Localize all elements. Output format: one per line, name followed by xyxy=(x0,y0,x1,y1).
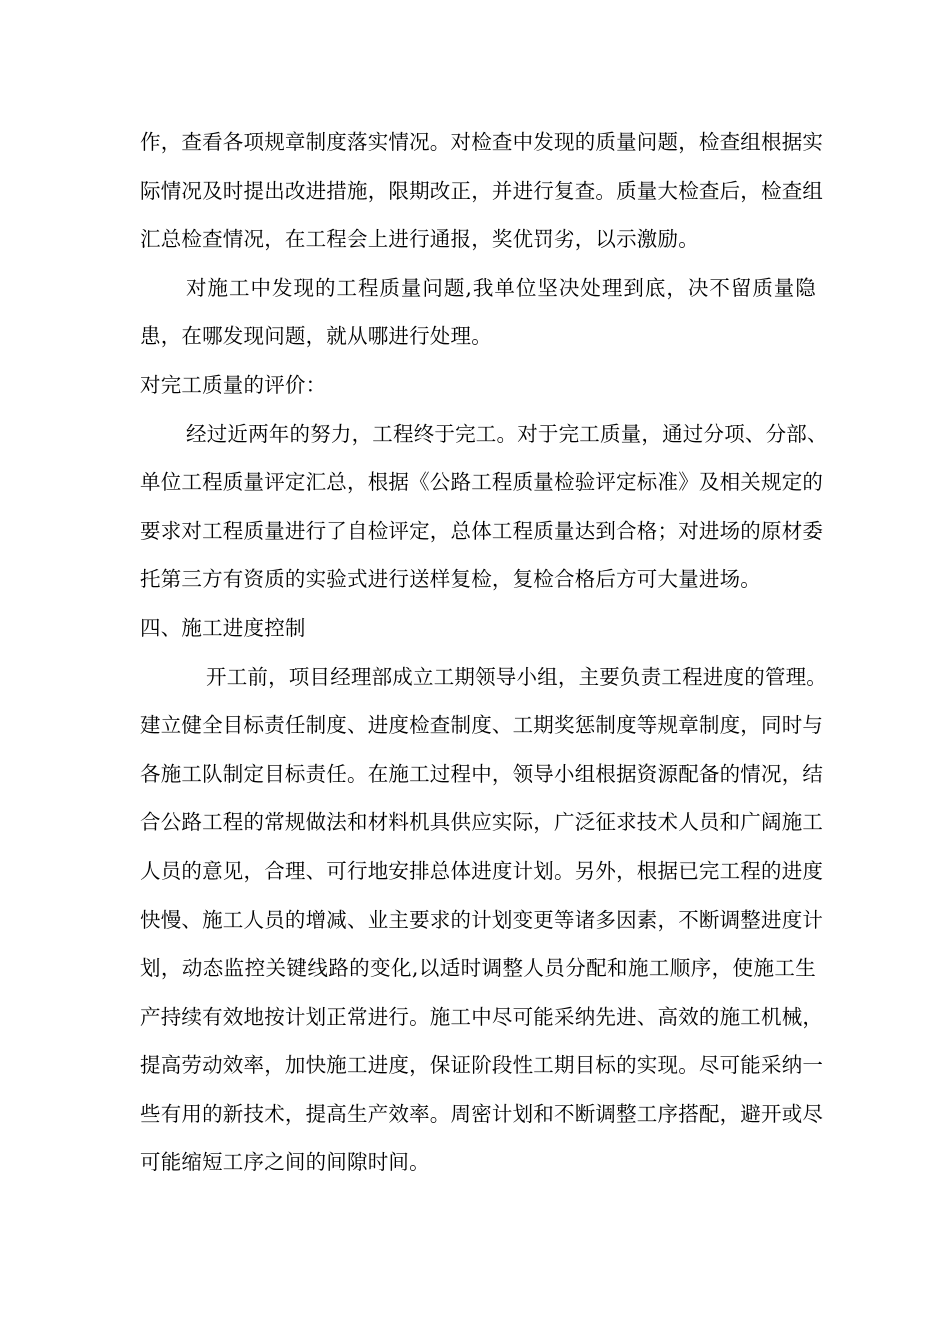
text-line: 际情况及时提出改进措施，限期改正，并进行复查。质量大检查后，检查组 xyxy=(140,178,824,203)
text-line: 对施工中发现的工程质量问题,我单位坚决处理到底，决不留质量隐 xyxy=(186,275,816,300)
text-line: 人员的意见，合理、可行地安排总体进度计划。另外，根据已完工程的进度 xyxy=(140,858,824,883)
text-line: 可能缩短工序之间的间隙时间。 xyxy=(140,1150,430,1175)
text-line: 建立健全目标责任制度、进度检查制度、工期奖惩制度等规章制度，同时与 xyxy=(140,713,824,738)
document-body xyxy=(140,118,828,1187)
text-line: 经过近两年的努力，工程终于完工。对于完工质量，通过分项、分部、 xyxy=(186,421,828,446)
text-line: 汇总检查情况，在工程会上进行通报，奖优罚劣，以示激励。 xyxy=(140,227,699,252)
section-heading: 四、施工进度控制 xyxy=(140,615,306,640)
text-line: 快慢、施工人员的增减、业主要求的计划变更等诸多因素，不断调整进度计 xyxy=(140,907,824,932)
text-line: 托第三方有资质的实验式进行送样复检，复检合格后方可大量进场。 xyxy=(140,567,761,592)
text-line: 划，动态监控关键线路的变化,以适时调整人员分配和施工顺序，使施工生 xyxy=(140,956,816,981)
text-line: 单位工程质量评定汇总，根据《公路工程质量检验评定标准》及相关规定的 xyxy=(140,470,824,495)
section-heading: 对完工质量的评价： xyxy=(140,372,327,397)
text-line: 提高劳动效率，加快施工进度，保证阶段性工期目标的实现。尽可能采纳一 xyxy=(140,1053,824,1078)
text-line: 开工前，项目经理部成立工期领导小组，主要负责工程进度的管理。 xyxy=(206,664,827,689)
text-line: 要求对工程质量进行了自检评定，总体工程质量达到合格；对进场的原材委 xyxy=(140,518,824,543)
text-line: 作，查看各项规章制度落实情况。对检查中发现的质量问题，检查组根据实 xyxy=(140,130,824,154)
text-line: 各施工队制定目标责任。在施工过程中，领导小组根据资源配备的情况，结 xyxy=(140,761,824,786)
text-line: 些有用的新技术，提高生产效率。周密计划和不断调整工序搭配，避开或尽 xyxy=(140,1101,824,1126)
text-line: 产持续有效地按计划正常进行。施工中尽可能采纳先进、高效的施工机械， xyxy=(140,1004,824,1029)
text-line: 合公路工程的常规做法和材料机具供应实际，广泛征求技术人员和广阔施工 xyxy=(140,810,824,835)
text-line: 患，在哪发现问题，就从哪进行处理。 xyxy=(140,324,492,349)
